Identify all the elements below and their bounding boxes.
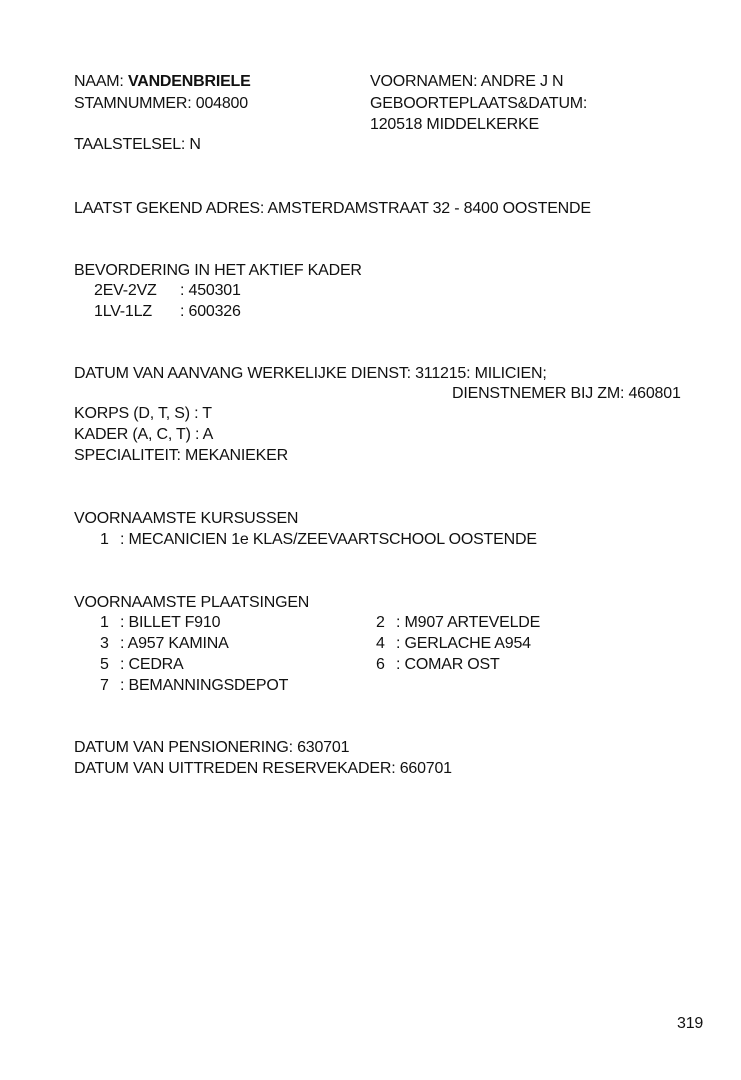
kursussen-heading: VOORNAAMSTE KURSUSSEN: [74, 510, 299, 527]
plaatsing-text: : A957 KAMINA: [120, 635, 229, 652]
plaatsing-text: : CEDRA: [120, 656, 184, 673]
naam-line: [74, 72, 251, 92]
kursus-text: : MECANICIEN 1e KLAS/ZEEVAARTSCHOOL OOSTENDE: [120, 531, 537, 548]
plaatsing-text: : GERLACHE A954: [396, 635, 531, 652]
plaatsing-number: 7: [100, 677, 109, 694]
plaatsing-number: 4: [376, 635, 385, 652]
plaatsing-number: 6: [376, 656, 385, 673]
plaatsing-text: : BEMANNINGSDEPOT: [120, 677, 289, 694]
plaatsing-number: 3: [100, 635, 109, 652]
naam-label: NAAM:: [74, 73, 124, 90]
plaatsing-text: : BILLET F910: [120, 614, 221, 631]
aanvang-dienst: DATUM VAN AANVANG WERKELIJKE DIENST: 311215: MILICIEN;: [74, 365, 547, 382]
adres: LAATST GEKEND ADRES: AMSTERDAMSTRAAT 32 - 8400 OOSTENDE: [74, 200, 591, 217]
geboorte-value: 120518 MIDDELKERKE: [370, 116, 539, 133]
voornamen: VOORNAMEN: ANDRE J N: [370, 73, 564, 90]
plaatsing-number: 5: [100, 656, 109, 673]
kader: KADER (A, C, T) : A: [74, 426, 214, 443]
bevordering-rank: 1LV-1LZ: [94, 303, 152, 320]
specialiteit: SPECIALITEIT: MEKANIEKER: [74, 447, 288, 464]
bevordering-date: : 600326: [180, 303, 241, 320]
dienstnemer: DIENSTNEMER BIJ ZM: 460801: [452, 385, 681, 402]
bevordering-rank: 2EV-2VZ: [94, 282, 157, 299]
stamnummer: STAMNUMMER: 004800: [74, 95, 248, 112]
taalstelsel: TAALSTELSEL: N: [74, 136, 201, 153]
plaatsing-text: : M907 ARTEVELDE: [396, 614, 541, 631]
bevordering-heading: BEVORDERING IN HET AKTIEF KADER: [74, 262, 362, 279]
kursus-number: 1: [100, 531, 109, 548]
pensionering: DATUM VAN PENSIONERING: 630701: [74, 739, 350, 756]
plaatsing-number: 1: [100, 614, 109, 631]
uittreden-reservekader: DATUM VAN UITTREDEN RESERVEKADER: 660701: [74, 760, 452, 777]
geboorte-label: GEBOORTEPLAATS&DATUM:: [370, 95, 588, 112]
bevordering-date: : 450301: [180, 282, 241, 299]
naam-value: VANDENBRIELE: [127, 73, 251, 90]
plaatsing-text: : COMAR OST: [396, 656, 500, 673]
plaatsing-number: 2: [376, 614, 385, 631]
korps: KORPS (D, T, S) : T: [74, 405, 212, 422]
page-number: 319: [677, 1015, 704, 1032]
plaatsingen-heading: VOORNAAMSTE PLAATSINGEN: [74, 594, 310, 611]
